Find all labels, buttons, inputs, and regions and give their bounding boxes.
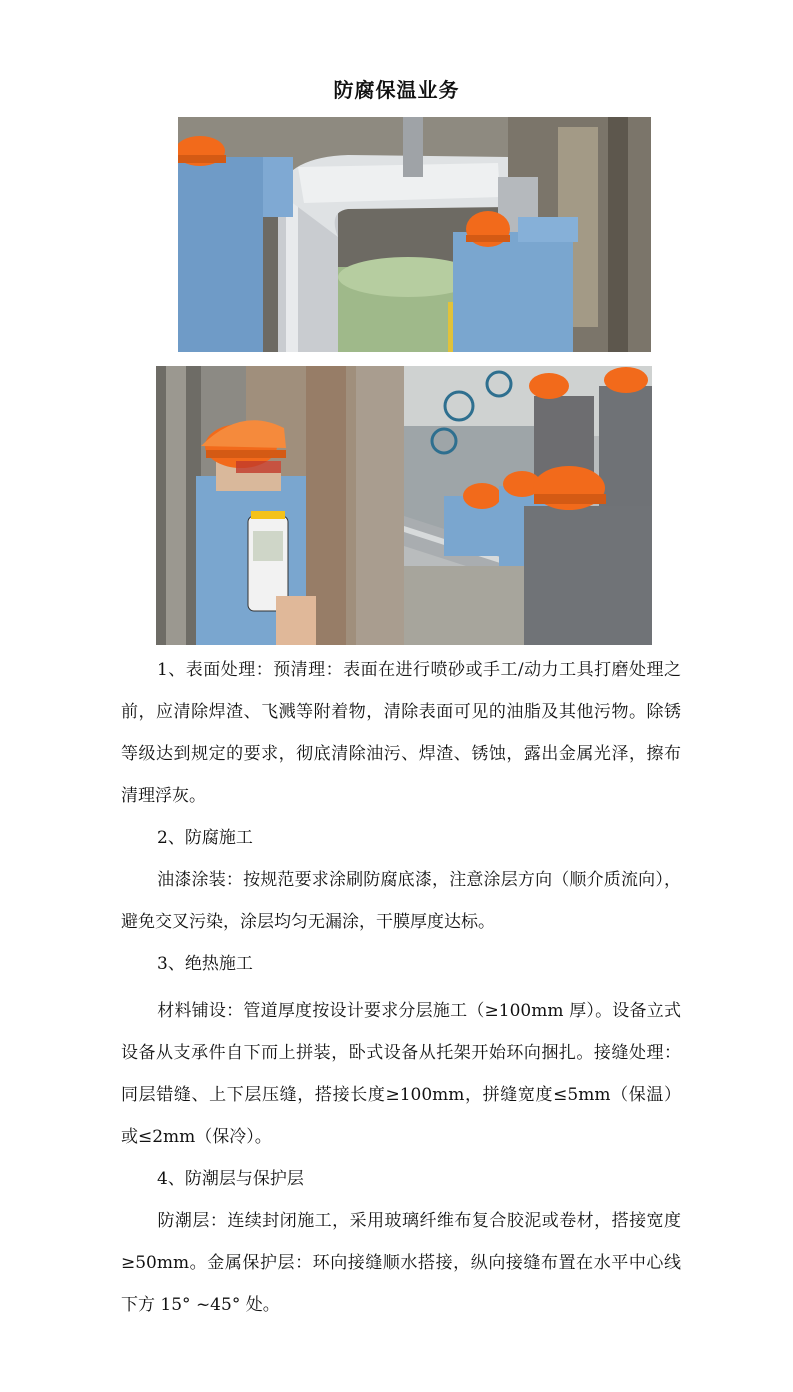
heading-moisture-protection: 4、防潮层与保护层	[157, 1169, 304, 1189]
page-title: 防腐保温业务	[333, 78, 460, 102]
section-insulation	[121, 990, 681, 1158]
insulation-text: 材料铺设：管道厚度按设计要求分层施工（≥100mm 厚）。设备立式设备从支承件自下而上拼装，卧式设备从托架开始环向捆扎。接缝处理：同层错缝、上下层压缝，搭接长度≥100mm，拼缝宽度≤5mm（保温）或≤2mm（保冷）。	[121, 1001, 681, 1147]
heading-insulation: 3、绝热施工	[157, 954, 253, 974]
surface-treatment-text: 1、表面处理：预清理：表面在进行喷砂或手工/动力工具打磨处理之前，应清除焊渣、飞溅等附着物，清除表面可见的油脂及其他污物。除锈等级达到规定的要求，彻底清除油污、焊渣、锈蚀，露出金属光泽，擦布清理浮灰。	[121, 660, 681, 806]
worker-with-thermometer-icon	[156, 366, 404, 645]
pipeline-inspection-photo	[404, 366, 652, 645]
anticorrosion-text: 油漆涂装：按规范要求涂刷防腐底漆，注意涂层方向（顺介质流向），避免交叉污染，涂层均匀无漏涂，干膜厚度达标。	[121, 870, 681, 932]
section-moisture-protection	[121, 1200, 681, 1326]
section-anticorrosion	[121, 859, 681, 943]
thermometer-measurement-photo	[156, 366, 404, 645]
moisture-protection-text: 防潮层：连续封闭施工，采用玻璃纤维布复合胶泥或卷材，搭接宽度≥50mm。金属保护层：环向接缝顺水搭接，纵向接缝布置在水平中心线下方 15° ~45° 处。	[121, 1211, 681, 1315]
section-surface-treatment	[121, 649, 681, 817]
workers-inspecting-pipeline-icon	[404, 366, 652, 645]
pipe-insulation-work-photo	[178, 117, 651, 352]
workers-insulating-pipe-icon	[178, 117, 651, 352]
heading-anticorrosion: 2、防腐施工	[157, 828, 253, 848]
